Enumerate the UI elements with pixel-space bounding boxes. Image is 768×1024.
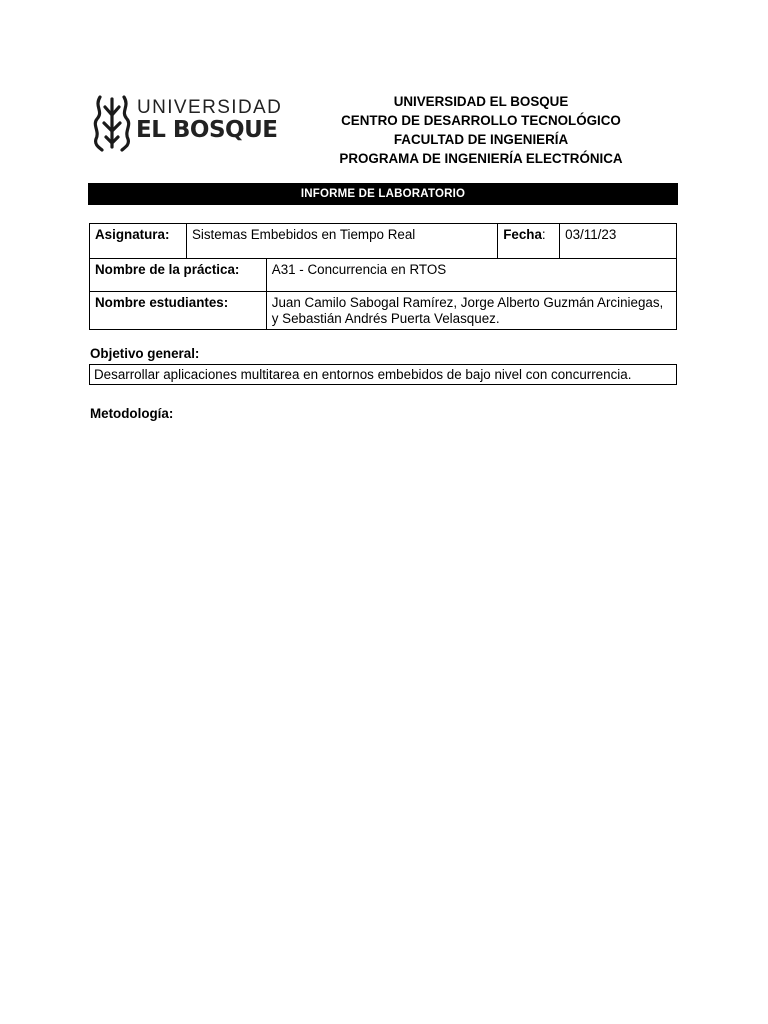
fecha-value: 03/11/23: [560, 224, 677, 259]
fecha-cell: [498, 224, 560, 259]
report-banner: INFORME DE LABORATORIO: [88, 183, 678, 205]
heading-line-faculty: FACULTAD DE INGENIERÍA: [393, 132, 569, 147]
table-row: [90, 259, 677, 292]
document-heading: [300, 92, 662, 168]
asignatura-label: Asignatura:: [90, 224, 187, 259]
university-logo: [92, 93, 283, 153]
university-emblem-icon: [92, 93, 132, 153]
table-row: [90, 224, 677, 259]
objetivo-label: Objetivo general:: [90, 346, 200, 361]
practica-value: A31 - Concurrencia en RTOS: [266, 259, 676, 292]
objetivo-text: Desarrollar aplicaciones multitarea en entornos embebidos de bajo nivel con concurrencia.: [89, 364, 677, 385]
logo-text-bottom: EL BOSQUE: [136, 117, 278, 143]
practica-label: Nombre de la práctica:: [90, 259, 267, 292]
fecha-label: Fecha: [503, 227, 542, 242]
logo-text-top: UNIVERSIDAD: [137, 97, 283, 118]
heading-line-university: UNIVERSIDAD EL BOSQUE: [393, 94, 569, 109]
metodologia-label: Metodología:: [90, 406, 174, 421]
estudiantes-label: Nombre estudiantes:: [90, 292, 267, 330]
asignatura-value: Sistemas Embebidos en Tiempo Real: [186, 224, 497, 259]
heading-line-program: PROGRAMA DE INGENIERÍA ELECTRÓNICA: [339, 151, 623, 166]
table-row: [90, 292, 677, 330]
estudiantes-value: Juan Camilo Sabogal Ramírez, Jorge Alberto Guzmán Arciniegas, y Sebastián Andrés Puerta Velasquez.: [266, 292, 676, 330]
fecha-colon: :: [541, 227, 546, 242]
info-table: [89, 223, 677, 330]
heading-line-center: CENTRO DE DESARROLLO TECNOLÓGICO: [341, 113, 621, 128]
